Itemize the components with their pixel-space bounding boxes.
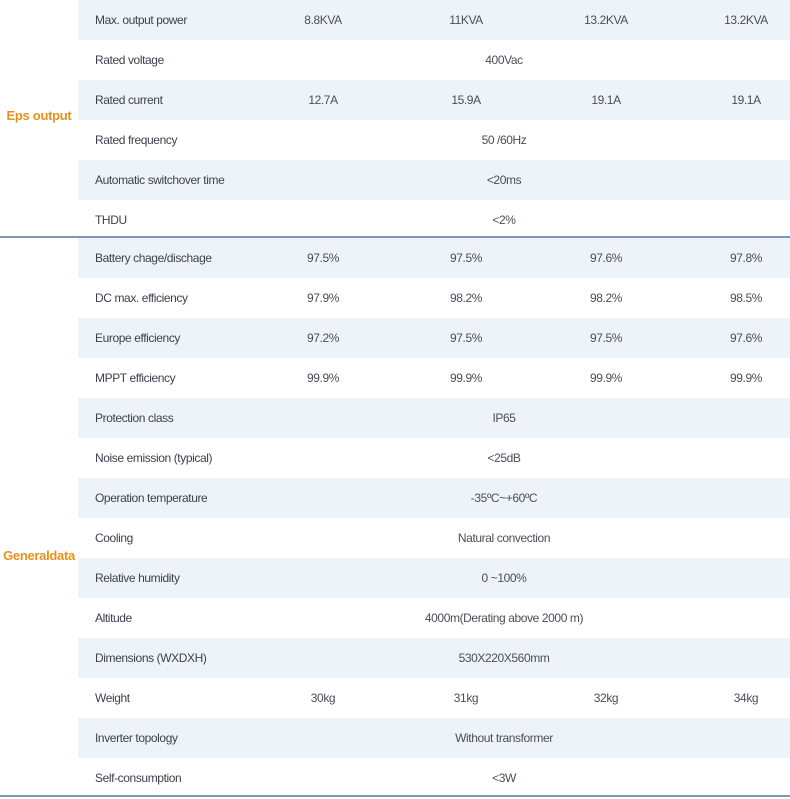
- table-row: [78, 80, 790, 120]
- cell-value-model-1: 97.9%: [306, 291, 340, 305]
- table-row: [78, 558, 790, 598]
- table-row: [78, 358, 790, 398]
- row-label: Operation temperature: [95, 491, 208, 505]
- cell-value-model-4: 13.2KVA: [724, 13, 768, 27]
- cell-value-model-4: 97.8%: [729, 251, 763, 265]
- cell-value-shared: Natural convection: [457, 531, 551, 545]
- cell-value-shared: Without transformer: [455, 731, 553, 745]
- cell-value-shared: IP65: [492, 411, 516, 425]
- row-label: Inverter topology: [95, 731, 178, 745]
- cell-value-shared: <3W: [492, 771, 516, 785]
- row-label: Cooling: [95, 531, 133, 545]
- table-row: [78, 478, 790, 518]
- cell-value-model-4: 97.6%: [729, 331, 763, 345]
- cell-value-model-1: 97.2%: [306, 331, 340, 345]
- row-label: Battery chage/dischage: [95, 251, 212, 265]
- row-label: Self-consumption: [95, 771, 182, 785]
- table-row: [78, 598, 790, 638]
- table-bottom-border: [0, 795, 790, 797]
- row-label: Rated voltage: [95, 53, 164, 67]
- cell-value-shared: 50 /60Hz: [481, 133, 527, 147]
- table-row: [78, 678, 790, 718]
- cell-value-shared: <2%: [492, 213, 516, 227]
- table-row: [78, 238, 790, 278]
- cell-value-model-3: 99.9%: [589, 371, 623, 385]
- table-row: [78, 758, 790, 798]
- row-label: Dimensions (WXDXH): [95, 651, 207, 665]
- eps-output-section: [0, 0, 790, 236]
- cell-value-model-3: 98.2%: [589, 291, 623, 305]
- cell-value-model-1: 8.8KVA: [304, 13, 342, 27]
- cell-value-model-1: 12.7A: [308, 93, 338, 107]
- table-row: [78, 638, 790, 678]
- table-row: [78, 200, 790, 240]
- row-label: Protection class: [95, 411, 174, 425]
- cell-value-model-4: 34kg: [733, 691, 759, 705]
- cell-value-shared: 0 ~100%: [481, 571, 527, 585]
- cell-value-shared: <20ms: [486, 173, 522, 187]
- row-label: Altitude: [95, 611, 132, 625]
- cell-value-model-3: 97.5%: [589, 331, 623, 345]
- cell-value-shared: 4000m(Derating above 2000 m): [424, 611, 584, 625]
- table-row: [78, 278, 790, 318]
- general-data-section: [0, 238, 790, 795]
- general-data-label: Generaldata: [3, 548, 75, 563]
- table-row: [78, 318, 790, 358]
- table-row: [78, 160, 790, 200]
- row-label: Rated frequency: [95, 133, 178, 147]
- row-label: Automatic switchover time: [95, 173, 225, 187]
- row-label: Europe efficiency: [95, 331, 181, 345]
- row-label: DC max. efficiency: [95, 291, 188, 305]
- row-label: Max. output power: [95, 13, 187, 27]
- eps-output-label: Eps output: [6, 108, 72, 123]
- cell-value-model-2: 31kg: [453, 691, 479, 705]
- cell-value-shared: -35ºC~+60ºC: [470, 491, 538, 505]
- cell-value-model-3: 13.2KVA: [584, 13, 628, 27]
- cell-value-model-2: 97.5%: [449, 331, 483, 345]
- cell-value-model-4: 99.9%: [729, 371, 763, 385]
- table-row: [78, 0, 790, 40]
- cell-value-model-2: 98.2%: [449, 291, 483, 305]
- row-label: MPPT efficiency: [95, 371, 176, 385]
- table-row: [78, 518, 790, 558]
- cell-value-model-1: 99.9%: [306, 371, 340, 385]
- cell-value-shared: <25dB: [487, 451, 521, 465]
- row-label: Relative humidity: [95, 571, 180, 585]
- table-row: [78, 718, 790, 758]
- cell-value-model-2: 97.5%: [449, 251, 483, 265]
- cell-value-model-4: 19.1A: [731, 93, 761, 107]
- row-label: Weight: [95, 691, 130, 705]
- cell-value-model-1: 30kg: [310, 691, 336, 705]
- cell-value-model-3: 97.6%: [589, 251, 623, 265]
- cell-value-shared: 400Vac: [485, 53, 523, 67]
- cell-value-shared: 530X220X560mm: [458, 651, 550, 665]
- row-label: Rated current: [95, 93, 163, 107]
- cell-value-model-3: 32kg: [593, 691, 619, 705]
- table-row: [78, 438, 790, 478]
- cell-value-model-3: 19.1A: [591, 93, 621, 107]
- cell-value-model-2: 11KVA: [449, 13, 483, 27]
- table-row: [78, 120, 790, 160]
- row-label: Noise emission (typical): [95, 451, 213, 465]
- cell-value-model-1: 97.5%: [306, 251, 340, 265]
- table-row: [78, 398, 790, 438]
- cell-value-model-2: 15.9A: [451, 93, 481, 107]
- cell-value-model-2: 99.9%: [449, 371, 483, 385]
- cell-value-model-4: 98.5%: [729, 291, 763, 305]
- table-row: [78, 40, 790, 80]
- row-label: THDU: [95, 213, 127, 227]
